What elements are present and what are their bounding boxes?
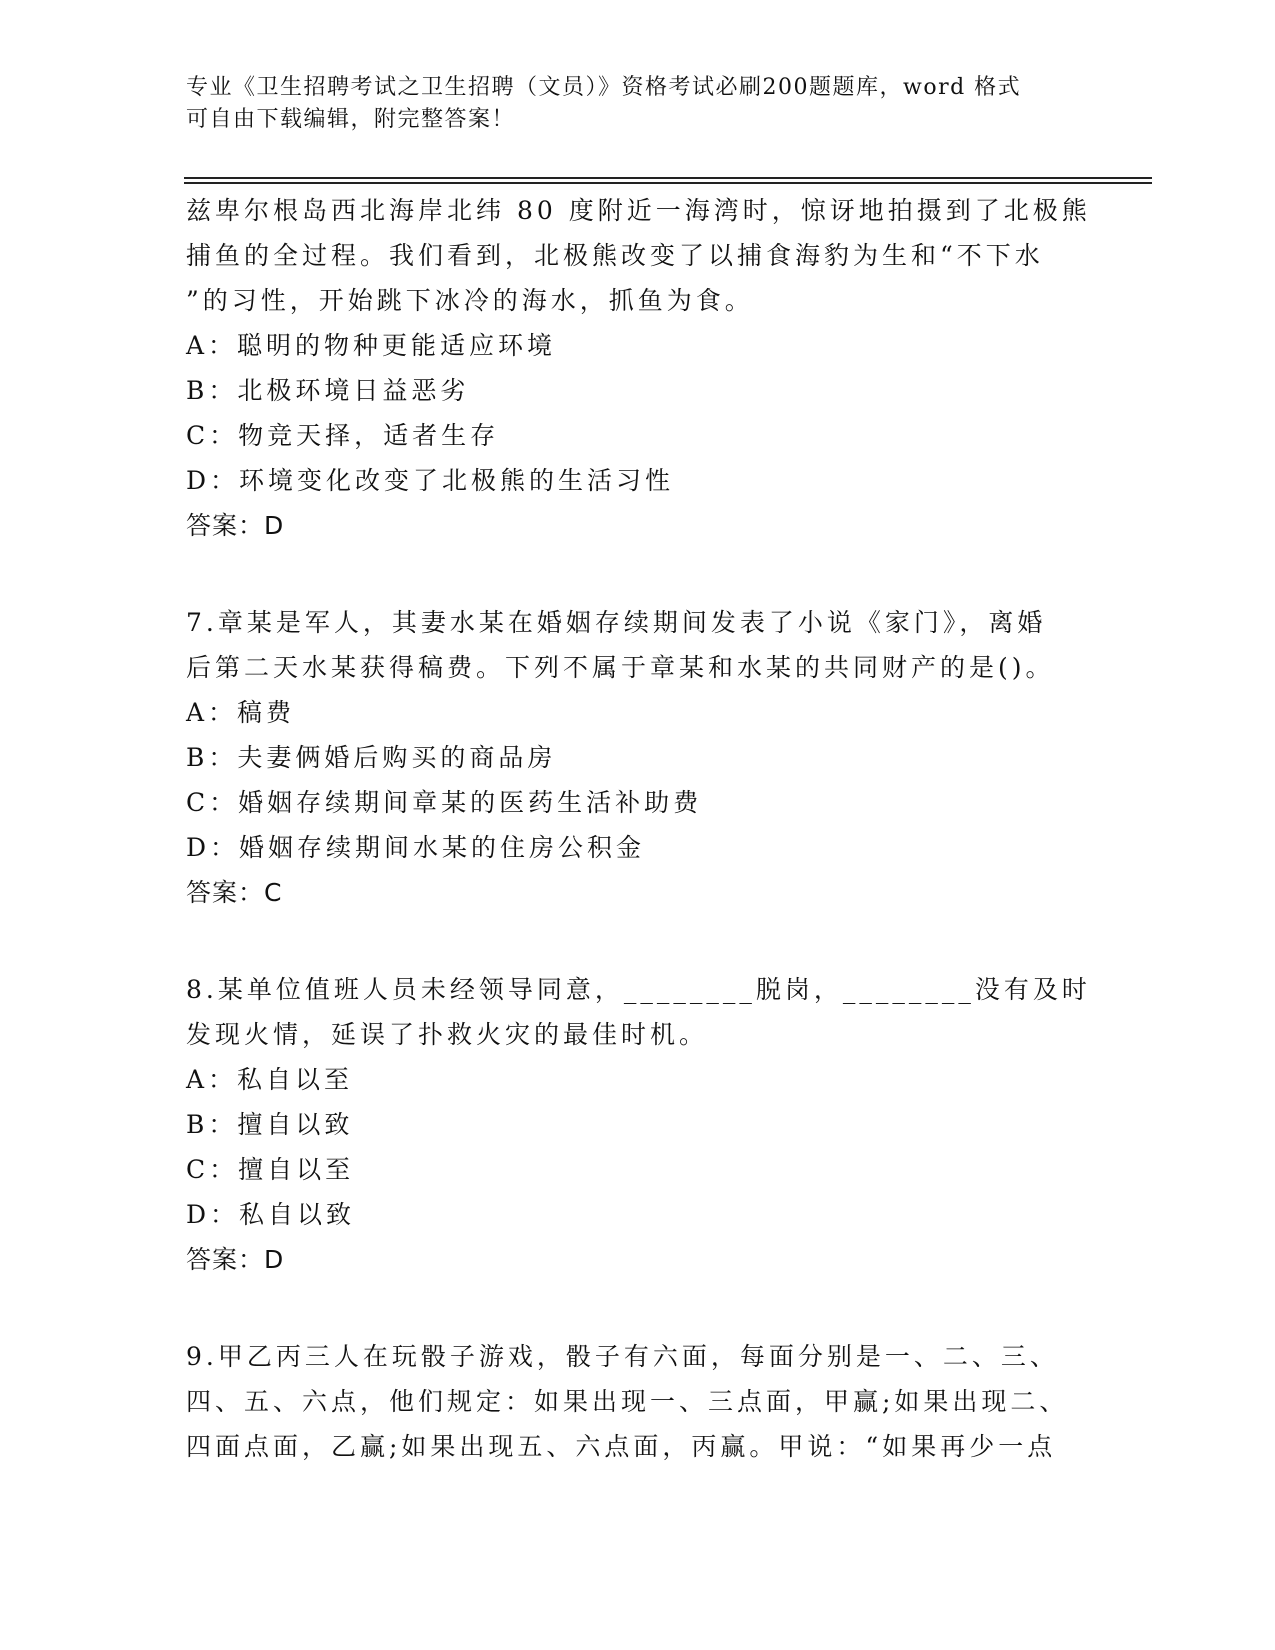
option-b: B：擅自以致 (186, 1110, 354, 1139)
option-d: D：婚姻存续期间水某的住房公积金 (186, 833, 646, 862)
question-8 (186, 967, 1186, 1282)
option-a: A：私自以至 (186, 1065, 354, 1094)
question-stem-line: 后第二天水某获得稿费。下列不属于章某和水某的共同财产的是()。 (186, 653, 1055, 682)
header-divider-top (184, 177, 1152, 179)
question-stem-line: 捕鱼的全过程。我们看到，北极熊改变了以捕食海豹为生和“不下水 (186, 241, 1044, 270)
option-d: D：私自以致 (186, 1200, 356, 1229)
question-stem-line: 8.某单位值班人员未经领导同意，________脱岗，________没有及时 (186, 975, 1091, 1004)
option-c: C：物竞天择，适者生存 (186, 421, 500, 450)
header-title-line-1: 专业《卫生招聘考试之卫生招聘（文员）》资格考试必刷200题题库，word 格式 (186, 75, 1022, 100)
spacer (186, 915, 1186, 967)
question-stem-line: 7.章某是军人，其妻水某在婚姻存续期间发表了小说《家门》，离婚 (186, 608, 1047, 637)
question-content (186, 188, 1186, 1469)
question-stem-line: 兹卑尔根岛西北海岸北纬 80 度附近一海湾时，惊讶地拍摄到了北极熊 (186, 196, 1091, 225)
question-stem-line: 四、五、六点，他们规定：如果出现一、三点面，甲赢;如果出现二、 (186, 1387, 1069, 1416)
option-d: D：环境变化改变了北极熊的生活习性 (186, 466, 675, 495)
question-stem-line: 发现火情，延误了扑救火灾的最佳时机。 (186, 1020, 709, 1049)
answer-line: 答案：D (186, 511, 285, 540)
option-a: A：稿费 (186, 698, 296, 727)
answer-line: 答案：D (186, 1245, 285, 1274)
question-stem-line: ”的习性，开始跳下冰冷的海水，抓鱼为食。 (186, 286, 754, 315)
header-divider-bottom (184, 182, 1152, 184)
option-b: B：北极环境日益恶劣 (186, 376, 470, 405)
header-title-line-2: 可自由下载编辑，附完整答案！ (186, 107, 516, 132)
document-header (186, 72, 1086, 136)
option-c: C：婚姻存续期间章某的医药生活补助费 (186, 788, 703, 817)
answer-line: 答案：C (186, 878, 283, 907)
question-stem-line: 四面点面，乙赢;如果出现五、六点面，丙赢。甲说：“如果再少一点 (186, 1432, 1057, 1461)
option-c: C：擅自以至 (186, 1155, 355, 1184)
option-a: A：聪明的物种更能适应环境 (186, 331, 557, 360)
option-b: B：夫妻俩婚后购买的商品房 (186, 743, 557, 772)
question-6-continued (186, 188, 1186, 548)
question-9 (186, 1334, 1186, 1469)
spacer (186, 548, 1186, 600)
spacer (186, 1282, 1186, 1334)
question-stem-line: 9.甲乙丙三人在玩骰子游戏，骰子有六面，每面分别是一、二、三、 (186, 1342, 1059, 1371)
question-7 (186, 600, 1186, 915)
